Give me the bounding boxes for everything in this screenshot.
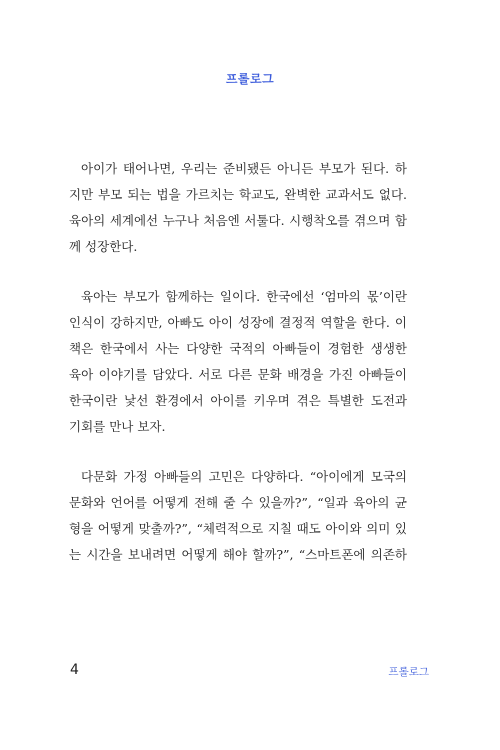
text-line: 육아의 세계에선 누구나 처음엔 서툴다. 시행착오를 겪으며 함 (69, 213, 407, 228)
text-line: 지만 부모 되는 법을 가르치는 학교도, 완벽한 교과서도 없다. (69, 187, 407, 202)
running-title: 프롤로그 (388, 666, 429, 678)
text-line: 책은 한국에서 사는 다양한 국적의 아빠들이 경험한 생생한 (69, 341, 407, 356)
page-number: 4 (70, 662, 79, 678)
text-line: 기회를 만나 보자. (69, 419, 166, 434)
text-line: 는 시간을 보내려면 어떻게 해야 할까?”, “스마트폰에 의존하 (69, 547, 407, 562)
paragraph (69, 156, 407, 260)
text-line: 육아 이야기를 담았다. 서로 다른 문화 배경을 가진 아빠들이 (69, 367, 407, 382)
text-line: 육아는 부모가 함께하는 일이다. 한국에선 ‘엄마의 몫’이란 (81, 289, 407, 304)
text-line: 인식이 강하지만, 아빠도 아이 성장에 결정적 역할을 한다. 이 (69, 315, 407, 330)
paragraph (69, 284, 407, 440)
text-line: 형을 어떻게 맞출까?”, “체력적으로 지칠 때도 아이와 의미 있 (69, 521, 407, 536)
text-line: 문화와 언어를 어떻게 전해 줄 수 있을까?”, “일과 육아의 균 (69, 495, 407, 510)
chapter-title: 프롤로그 (225, 72, 275, 86)
body-text (69, 156, 407, 592)
paragraph (69, 464, 407, 568)
text-line: 께 성장한다. (69, 239, 138, 254)
text-line: 아이가 태어나면, 우리는 준비됐든 아니든 부모가 된다. 하 (81, 161, 407, 176)
text-line: 한국이란 낯선 환경에서 아이를 키우며 겪은 특별한 도전과 (69, 393, 407, 408)
text-line: 다문화 가정 아빠들의 고민은 다양하다. “아이에게 모국의 (81, 469, 407, 484)
